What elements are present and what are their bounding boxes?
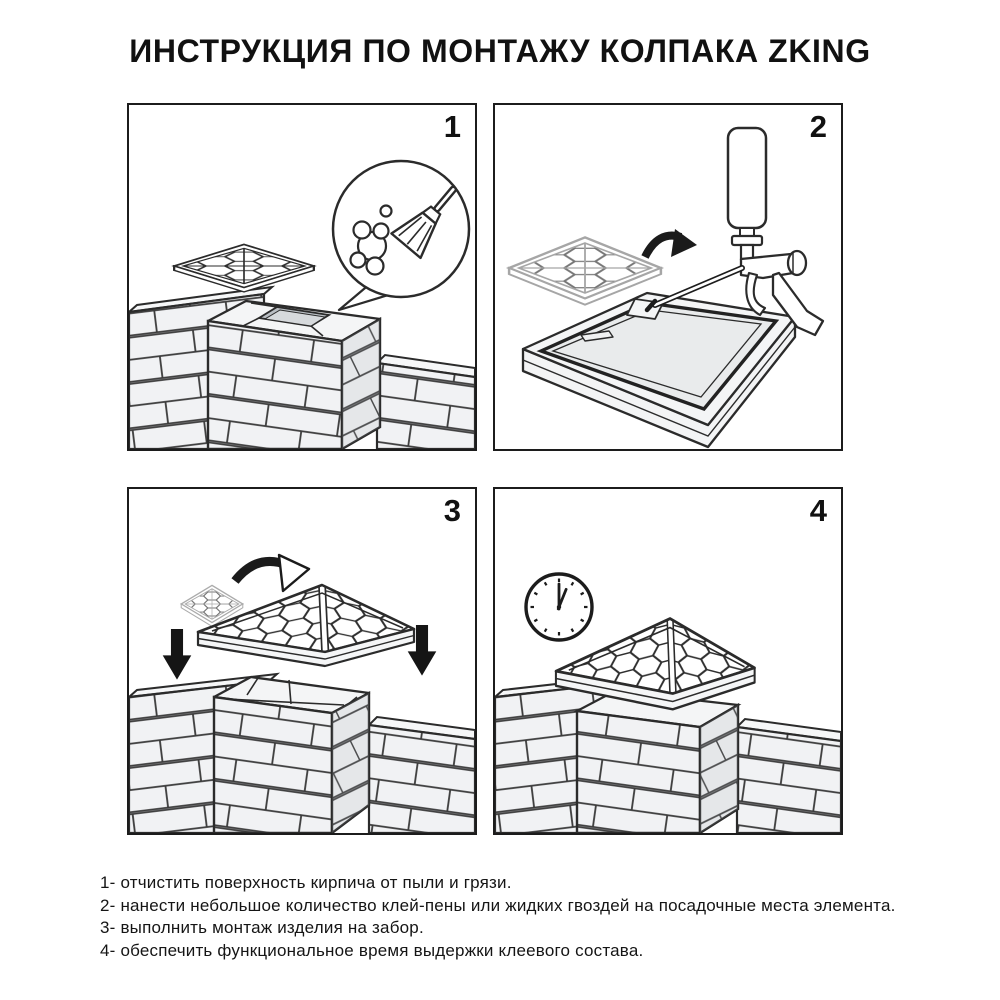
step-panel-3 bbox=[127, 487, 477, 835]
step-number: 2 bbox=[809, 109, 827, 144]
step-number: 3 bbox=[443, 493, 461, 528]
step-1-illustration bbox=[129, 105, 475, 449]
instruction-line: 4- обеспечить функциональное время выдержки клеевого состава. bbox=[100, 940, 644, 960]
instruction-line: 2- нанести небольшое количество клей-пены или жидких гвоздей на посадочные места элемента. bbox=[100, 895, 896, 915]
step-4-illustration bbox=[495, 489, 841, 833]
step-panel-1 bbox=[127, 103, 477, 451]
cap-underside bbox=[174, 244, 314, 292]
instructions-list bbox=[100, 872, 896, 962]
step-number: 1 bbox=[443, 109, 461, 144]
instruction-line: 3- выполнить монтаж изделия на забор. bbox=[100, 918, 424, 937]
step-number: 4 bbox=[809, 493, 827, 528]
page-title: ИНСТРУКЦИЯ ПО МОНТАЖУ КОЛПАКА ZKING bbox=[129, 33, 871, 69]
brick-pillar bbox=[214, 677, 369, 833]
flip-arrow-icon bbox=[645, 229, 697, 257]
step-3-illustration bbox=[129, 489, 475, 833]
glue-tray bbox=[523, 293, 795, 447]
clock-icon bbox=[526, 574, 592, 640]
speech-bubble bbox=[333, 161, 469, 310]
cap-underside bbox=[509, 237, 661, 304]
flip-arrow-icon bbox=[235, 555, 309, 591]
step-2-illustration bbox=[495, 105, 841, 449]
step-panel-2 bbox=[493, 103, 843, 451]
brick-pillar bbox=[577, 691, 738, 833]
brick-wall bbox=[377, 355, 475, 449]
brick-pillar bbox=[208, 301, 380, 449]
step-panel-4 bbox=[493, 487, 843, 835]
instruction-line: 1- отчистить поверхность кирпича от пыли и грязи. bbox=[100, 873, 512, 892]
down-arrow-icon bbox=[163, 629, 192, 680]
